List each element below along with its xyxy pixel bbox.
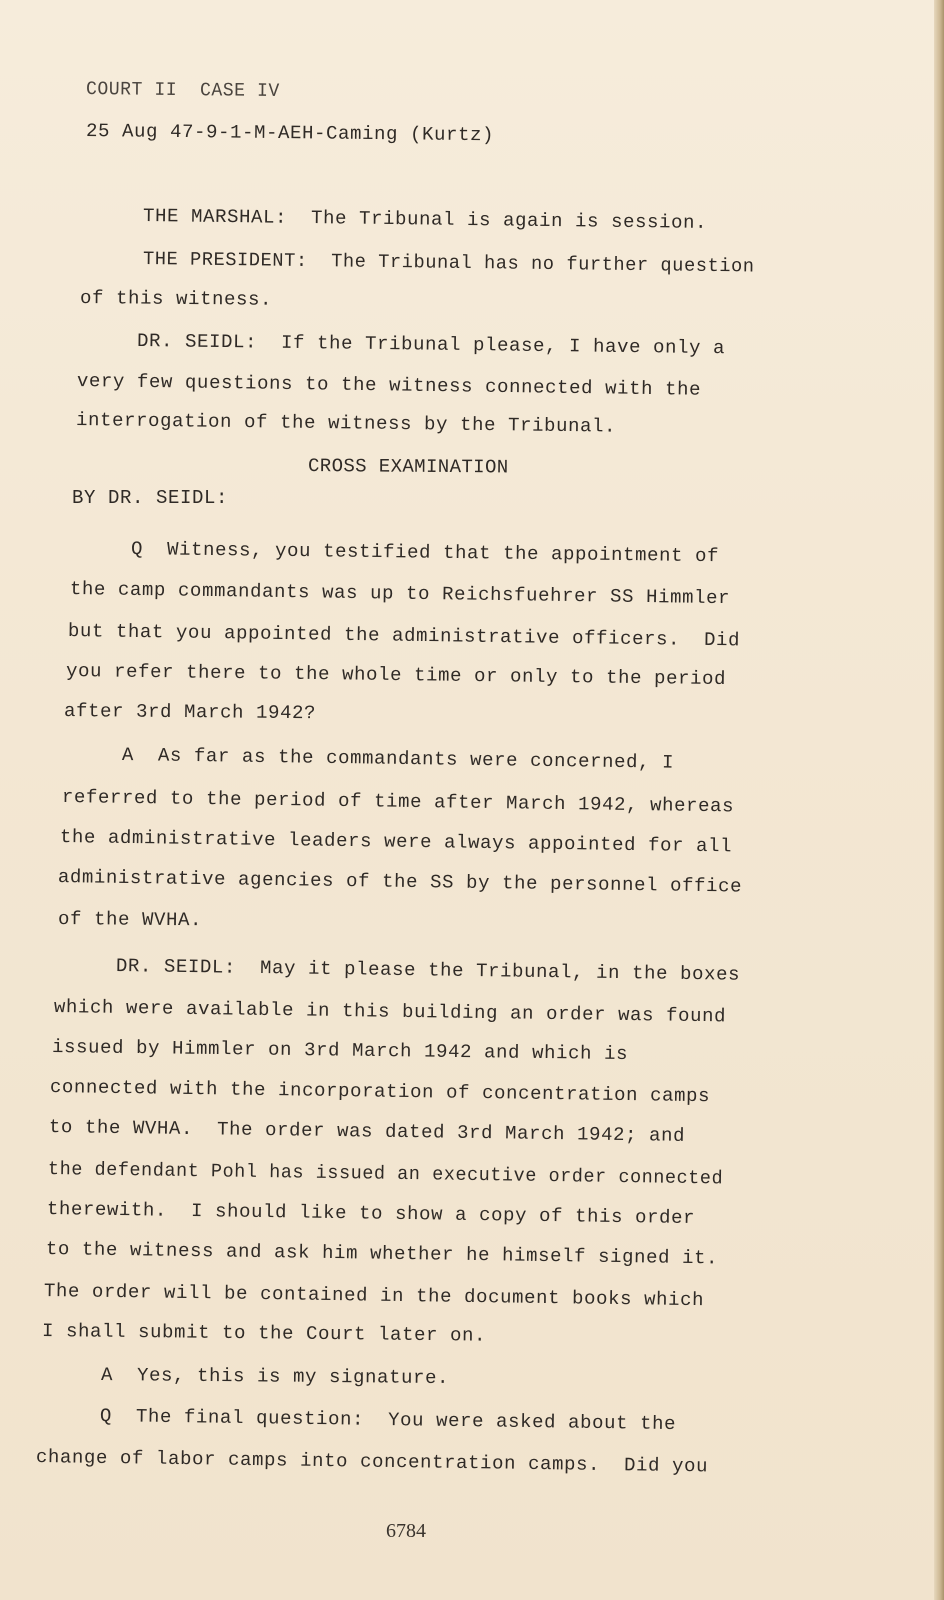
transcript-line: referred to the period of time after March 1942, whereas <box>61 786 735 818</box>
transcript-line: to the witness and ask him whether he himself signed it. <box>45 1238 719 1270</box>
session-reference: 25 Aug 47-9-1-M-AEH-Caming (Kurtz) <box>85 120 495 147</box>
court-case-header: COURT II CASE IV <box>85 78 280 103</box>
transcript-line: Q The final question: You were asked about the <box>99 1405 677 1436</box>
transcript-line: connected with the incorporation of concentration camps <box>49 1076 711 1108</box>
transcript-line: A Yes, this is my signature. <box>100 1364 450 1390</box>
transcript-line: but that you appointed the administrative officers. Did <box>67 620 741 652</box>
transcript-line: very few questions to the witness connected with the <box>76 370 702 401</box>
transcript-line: you refer there to the whole time or only to the period <box>65 660 727 691</box>
transcript-line: DR. SEIDL: If the Tribunal please, I have only a <box>136 330 726 360</box>
transcript-line: I shall submit to the Court later on. <box>41 1320 487 1347</box>
transcript-line: of this witness. <box>79 287 273 311</box>
page-edge-shadow <box>934 0 944 1600</box>
transcript-line: which were available in this building an order was found <box>53 996 727 1028</box>
transcript-line: the camp commandants was up to Reichsfuehrer SS Himmler <box>69 578 731 610</box>
transcript-line: after 3rd March 1942? <box>63 700 317 725</box>
examiner-label: BY DR. SEIDL: <box>72 487 229 509</box>
page-number: 6784 <box>386 1520 426 1542</box>
transcript-line: administrative agencies of the SS by the personnel office <box>57 866 743 898</box>
transcript-line: The order will be contained in the document books which <box>43 1280 705 1312</box>
transcript-line: interrogation of the witness by the Tribunal. <box>75 409 617 438</box>
transcript-line: the defendant Pohl has issued an executive order connected <box>47 1158 724 1190</box>
transcript-line: to the WVHA. The order was dated 3rd March 1942; and <box>48 1116 686 1147</box>
transcript-line: THE MARSHAL: The Tribunal is again is session. <box>142 205 708 234</box>
transcript-line: A As far as the commandants were concerned, I <box>121 744 675 774</box>
transcript-line: therewith. I should like to show a copy of this order <box>46 1198 696 1230</box>
transcript-line: change of labor camps into concentration camps. Did you <box>35 1446 709 1478</box>
transcript-line: DR. SEIDL: May it please the Tribunal, in the boxes <box>115 955 741 986</box>
section-heading: CROSS EXAMINATION <box>307 455 509 479</box>
transcript-line: THE PRESIDENT: The Tribunal has no further question <box>142 248 755 278</box>
transcript-line: Q Witness, you testified that the appointment of <box>130 538 720 568</box>
transcript-line: issued by Himmler on 3rd March 1942 and which is <box>51 1036 629 1066</box>
transcript-line: the administrative leaders were always appointed for all <box>59 826 733 858</box>
transcript-line: of the WVHA. <box>57 908 203 932</box>
